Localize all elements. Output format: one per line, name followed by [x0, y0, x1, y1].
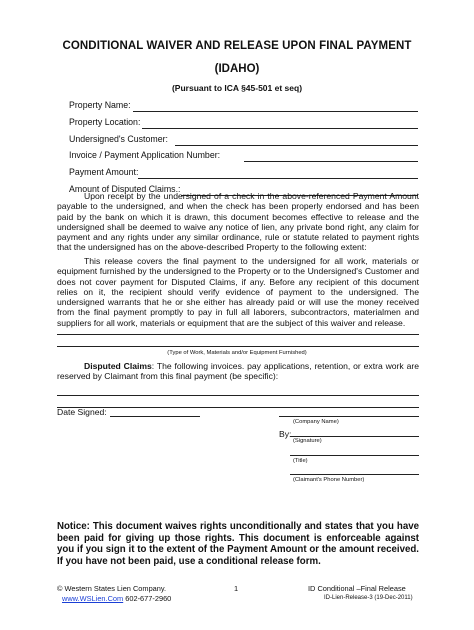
date-signed-label: Date Signed:	[57, 407, 107, 417]
phone-field[interactable]	[290, 474, 419, 475]
statute-reference: (Pursuant to ICA §45-501 et seq)	[171, 83, 303, 93]
signature-caption: (Signature)	[293, 438, 322, 444]
property-name-field[interactable]	[133, 111, 418, 112]
company-name-caption: (Company Name)	[293, 419, 339, 425]
notice-paragraph: Notice: This document waives rights unconditionally and states that you have been paid for giving up those rights. This document is enforceable against you if you sign it to the extent of the Payment Amount or the amount received. If you have not been paid, use a conditional release form.	[57, 521, 419, 567]
property-name-label: Property Name:	[69, 100, 131, 110]
invoice-field[interactable]	[244, 161, 418, 162]
payment-amount-label: Payment Amount:	[69, 167, 139, 177]
disputed-claims-text: : The following invoices. pay applications, retention, or extra work are reserved by Claimant from this final payment (be specific):	[57, 361, 419, 382]
disputed-claims-line-2[interactable]	[57, 407, 419, 408]
title-caption: (Title)	[293, 458, 308, 464]
page-number: 1	[234, 584, 239, 593]
date-signed-field[interactable]	[110, 416, 200, 417]
footer-company: © Western States Lien Company.	[57, 584, 167, 593]
by-label: By:	[279, 429, 292, 439]
state-heading: (IDAHO)	[214, 63, 260, 75]
footer-website-link[interactable]: www.WSLien.Com	[62, 594, 124, 603]
phone-caption: (Claimant's Phone Number)	[293, 477, 365, 483]
customer-field[interactable]	[175, 145, 418, 146]
footer-contact	[62, 594, 171, 603]
release-paragraph-2: This release covers the final payment to the undersigned for all work, materials or equipment furnished by the undersigned to the Property or to the Undersigned's Customer and does not cover payment for Disputed Claims, if any. Before any recipient of this document relies on it, the recipient should verify evidence of payment to the undersigned. The undersigned warrants that he or she either has already paid or will use the money received from the final payment promptly to pay in full all laborers, subcontractors, materialmen and suppliers for all work, materials or equipment that are the subject of this waiver and release.	[57, 256, 419, 328]
work-description-line-2[interactable]	[57, 346, 419, 347]
footer-form-id: ID-Lien-Release-3 (19-Dec-2011)	[324, 595, 413, 601]
company-name-field[interactable]	[279, 416, 419, 417]
payment-amount-field[interactable]	[138, 178, 418, 179]
disputed-claims-heading: Disputed Claims	[84, 361, 152, 371]
disputed-amount-label: Amount of Disputed Claims.:	[69, 184, 181, 194]
signature-field[interactable]	[290, 436, 419, 437]
invoice-label: Invoice / Payment Application Number:	[69, 150, 221, 160]
footer-phone: 602-677-2960	[125, 594, 172, 603]
title-field[interactable]	[290, 455, 419, 456]
work-description-line-1[interactable]	[57, 334, 419, 335]
document-title: CONDITIONAL WAIVER AND RELEASE UPON FINAL PAYMENT	[62, 40, 412, 52]
work-caption: (Type of Work, Materials and/or Equipment Furnished)	[167, 350, 307, 356]
disputed-claims-paragraph	[57, 361, 419, 382]
property-location-field[interactable]	[142, 128, 418, 129]
property-location-label: Property Location:	[69, 117, 141, 127]
release-paragraph-1: Upon receipt by the undersigned of a check in the above-referenced Payment Amount payable to the undersigned, and when the check has been properly endorsed and has been paid by the bank on which it is drawn, this document becomes effective to release and the undersigned shall be deemed to waive any notice of lien, any private bond right, any claim for payment and any rights under any similar ordinance, rule or statute related to payment rights that the undersigned has on the above-described Property to the following extent:	[57, 191, 419, 253]
customer-label: Undersigned's Customer:	[69, 134, 168, 144]
disputed-claims-line-1[interactable]	[57, 395, 419, 396]
footer-form-name: ID Conditional –Final Release	[308, 584, 406, 593]
